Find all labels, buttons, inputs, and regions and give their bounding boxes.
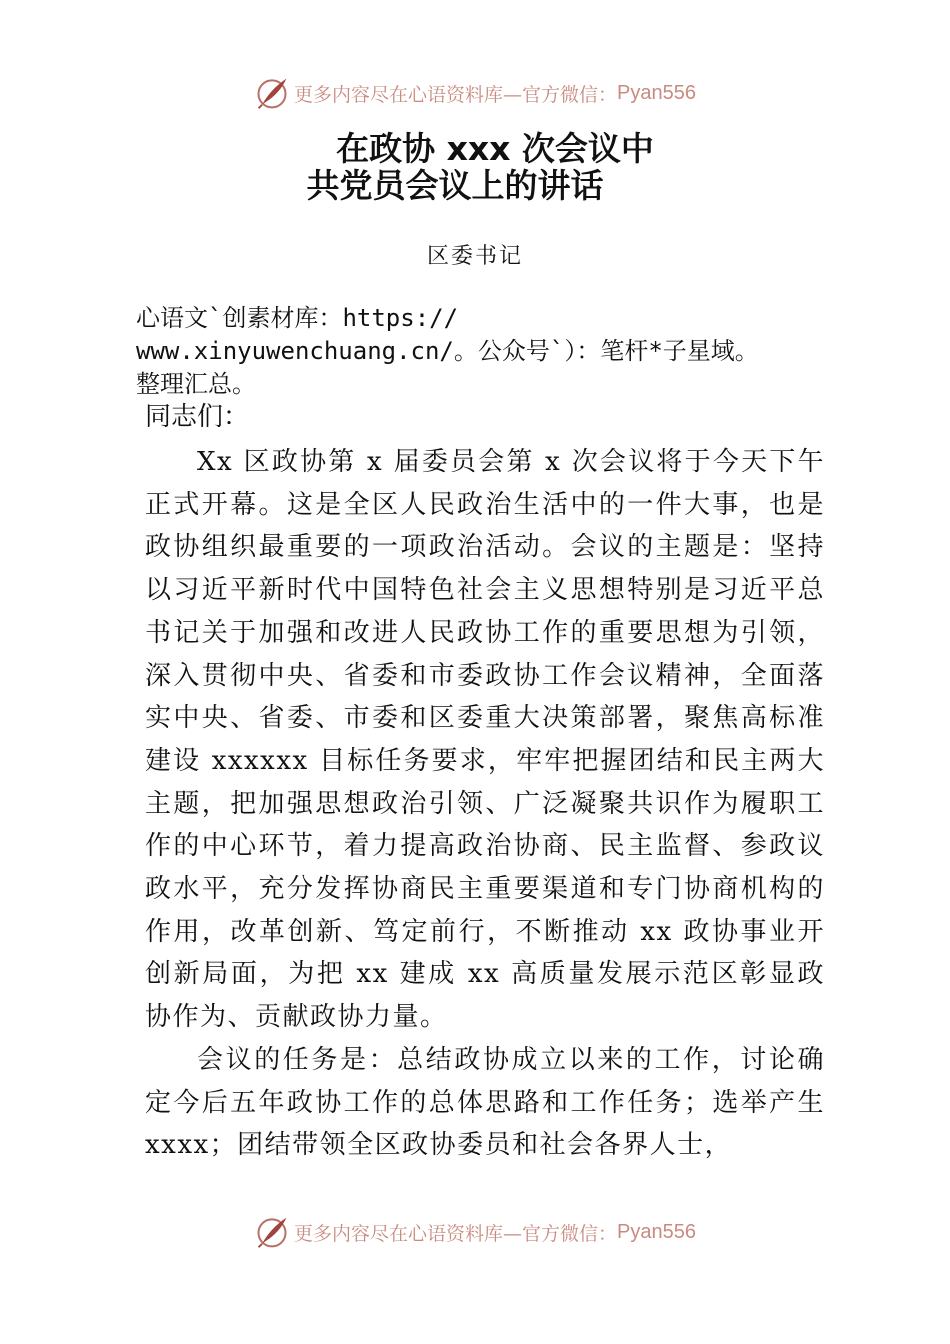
- document-author: 区委书记: [426, 244, 523, 269]
- document-title-line2: 共党员会议上的讲话: [306, 166, 604, 205]
- source-line: 心语文`创素材库：https://: [136, 304, 459, 332]
- watermark-wechat-id: Pyan556: [617, 81, 696, 104]
- watermark-wechat-id: Pyan556: [617, 1220, 696, 1243]
- paragraph: Xx 区政协第 x 届委员会第 x 次会议将于今天下午正式开幕。这是全区人民政治生活中的一件大事，也是政协组织最重要的一项政治活动。会议的主题是：坚持以习近平新时代中国特色社会主义思想特别是习近平总书记关于加强和改进人民政协工作的重要思想为引领，深入贯彻中央、省委和市委政协工作会议精神，全面落实中央、省委、市委和区委重大决策部署，聚焦高标准建设 xxxxxx 目标任务要求，牢牢把握团结和民主两大主题，把加强思想政治引领、广泛凝聚共识作为履职工作的中心环节，着力提高政治协商、民主监督、参政议政水平，充分发挥协商民主重要渠道和专门协商机构的作用，改革创新、笃定前行，不断推动 xx 政协事业开创新局面，为把 xx 建成 xx 高质量发展示范区彰显政协作为、贡献政协力量。: [145, 447, 825, 1033]
- document-title-line1: 在政协 xxx 次会议中: [336, 129, 654, 168]
- source-line: 整理汇总。: [136, 370, 256, 398]
- quill-pen-icon: [254, 1214, 290, 1250]
- greeting: 同志们：: [145, 402, 250, 432]
- paragraph: 会议的任务是：总结政协成立以来的工作，讨论确定今后五年政协工作的总体思路和工作任务；选举产生 xxxx；团结带领全区政协委员和社会各界人士，: [145, 1044, 825, 1161]
- header-watermark: [0, 73, 950, 113]
- watermark-text: 更多内容尽在心语资料库—官方微信：: [294, 1222, 618, 1245]
- footer-watermark: [0, 1212, 950, 1252]
- source-line: www.xinyuwenchuang.cn/。公众号`）：笔杆*子星域。: [136, 337, 759, 365]
- source-note: [136, 302, 836, 401]
- quill-pen-icon: [254, 75, 290, 111]
- document-body: [145, 441, 825, 1167]
- watermark-text: 更多内容尽在心语资料库—官方微信：: [294, 83, 618, 106]
